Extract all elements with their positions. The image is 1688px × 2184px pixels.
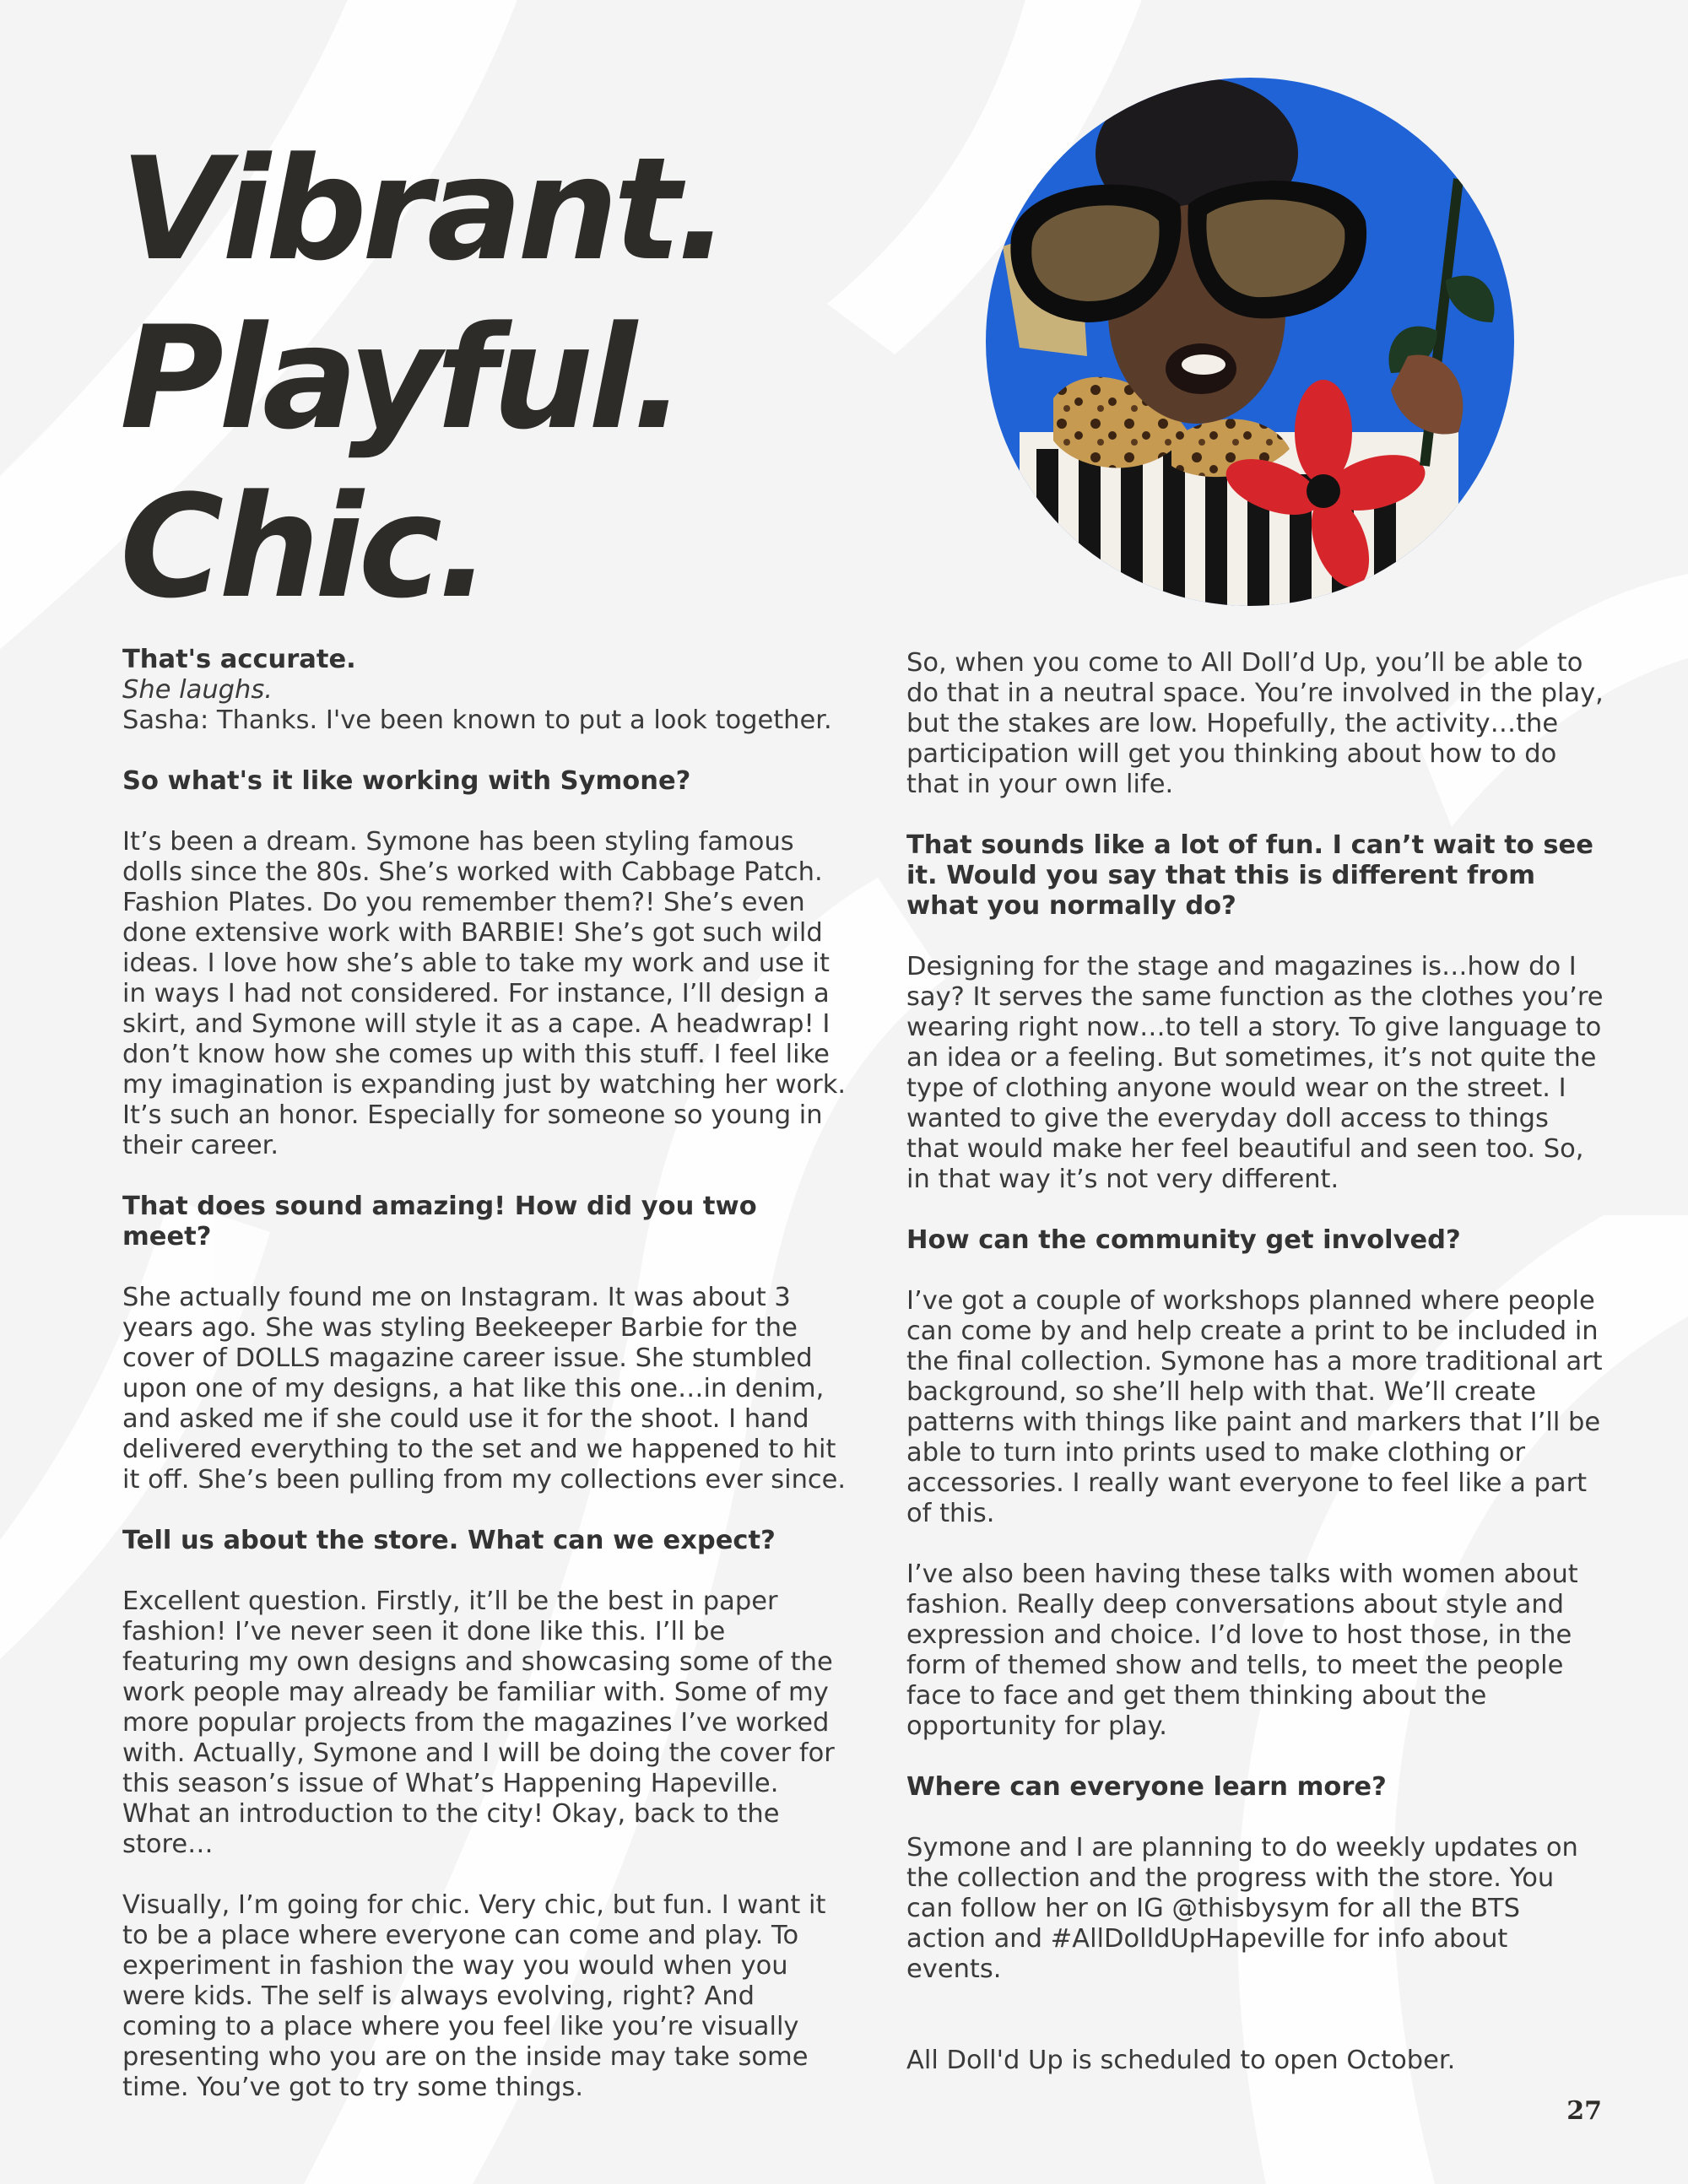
collage-portrait-image [986,78,1514,606]
headline-line-3: Chic. [120,464,486,630]
question-different: That sounds like a lot of fun. I can’t wait to see it. Would you say that this is different from what you normally do? [906,830,1593,921]
headline [120,125,879,631]
intro-action: She laughs. [122,675,273,705]
right-column [906,648,1607,2106]
answer-store-part-2: Visually, I’m going for chic. Very chic, but fun. I want it to be a place where everyone can come and play. To experiment in fashion the way you would when you were kids. The self is always evolving, right? And coming to a place where you feel like you’re visually presenting who you are on the inside may take some time. You’ve got to try some things. [122,1890,826,2102]
answer-how-met: She actually found me on Instagram. It was about 3 years ago. She was styling Beekeeper Barbie for the cover of DOLLS magazine career issue. She stumbled upon one of my designs, a hat like this one…in denim, and asked me if she could use it for the shoot. I hand delivered everything to the set and we happened to hit it off. She’s been pulling from my collections ever since. [122,1283,847,1495]
question-working-with-symone: So what's it like working with Symone? [122,766,691,796]
question-community: How can the community get involved? [906,1225,1461,1255]
answer-different: Designing for the stage and magazines is…how do I say? It serves the same function as the clothes you’re wearing right now…to tell a story. To give language to an idea or a feeling. But sometimes, it’s not quite the type of clothing anyone would wear on the street. I wanted to give the everyday doll access to things that would make her feel beautiful and seen too. So, in that way it’s not very different. [906,952,1604,1194]
question-how-met: That does sound amazing! How did you two meet? [122,1192,757,1251]
answer-store-part-3: So, when you come to All Doll’d Up, you’ll be able to do that in a neutral space. You’re involved in the play, but the stakes are low. Hopefully, the activity…the participation will get you thinking about how to do that in your own life. [906,648,1604,799]
answer-store-part-1: Excellent question. Firstly, it’ll be the best in paper fashion! I’ve never seen it done like this. I’ll be featuring my own designs and showcasing some of the work people may already be familiar with. Some of my more popular projects from the magazines I’ve worked with. Actually, Symone and I will be doing the cover for this season’s issue of What’s Happening Hapeville. What an introduction to the city! Okay, back to the store… [122,1587,835,1859]
closing-line: All Doll'd Up is scheduled to open October. [906,2046,1456,2075]
intro-question: That's accurate. [122,645,356,674]
page-number: 27 [1566,2096,1602,2126]
answer-learn-more: Symone and I are planning to do weekly updates on the collection and the progress with the store. You can follow her on IG @thisbysym for all the BTS action and #AllDolldUpHapeville for info about events. [906,1833,1578,1984]
answer-community-part-2: I’ve also been having these talks with women about fashion. Really deep conversations about style and expression and choice. I’d love to host those, in the form of themed show and tells, to meet the people face to face and get them thinking about the opportunity for play. [906,1560,1578,1741]
question-store: Tell us about the store. What can we expect? [122,1526,776,1555]
intro-block [122,645,848,736]
intro-answer: Sasha: Thanks. I've been known to put a look together. [122,705,832,735]
headline-line-1: Vibrant. [120,127,725,292]
question-learn-more: Where can everyone learn more? [906,1772,1387,1802]
left-column [122,645,848,2133]
headline-line-2: Playful. [120,295,681,461]
answer-community-part-1: I’ve got a couple of workshops planned where people can come by and help create a print to be included in the final collection. Symone has a more traditional art background, so she’ll help with that. We’ll create patterns with things like paint and markers that I’ll be able to turn into prints used to make clothing or accessories. I really want everyone to feel like a part of this. [906,1286,1603,1528]
answer-working-with-symone: It’s been a dream. Symone has been styling famous dolls since the 80s. She’s worked with Cabbage Patch. Fashion Plates. Do you remember them?! She’s even done extensive work with BARBIE! She’s got such wild ideas. I love how she’s able to take my work and use it in ways I had not considered. For instance, I’ll design a skirt, and Symone will style it as a cape. A headwrap! I don’t know how she comes up with this stuff. I feel like my imagination is expanding just by watching her work. It’s such an honor. Especially for someone so young in their career. [122,827,847,1160]
